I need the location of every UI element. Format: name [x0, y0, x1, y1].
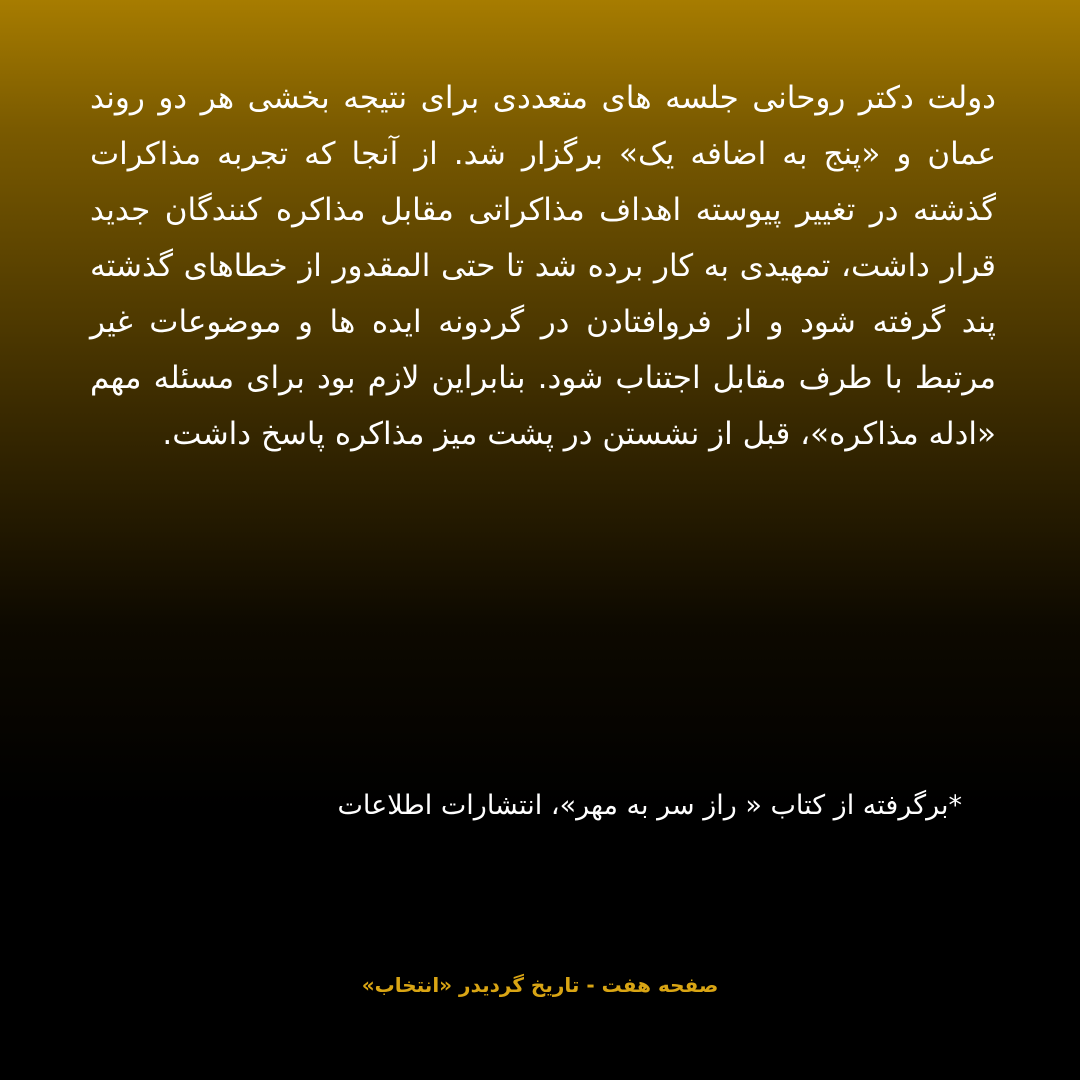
page-footer: صفحه هفت - تاریخ گردیدر «انتخاب» [361, 973, 719, 997]
source-note: *برگرفته از کتاب « راز سر به مهر»، انتشارات اطلاعات [337, 790, 962, 821]
body-paragraph: دولت دکتر روحانی جلسه های متعددی برای نتیجه بخشی هر دو روند عمان و «پنج به اضافه یک» برگزار شد. از آنجا که تجربه مذاکرات گذشته در تغییر پیوسته اهداف مذاکراتی مقابل مذاکره کنندگان جدید قرار داشت، تمهیدی به کار برده شد تا حتی المقدور از خطاهای گذشته پند گرفته شود و از فروافتادن در گردونه ایده ها و موضوعات غیر مرتبط با طرف مقابل اجتناب شود. بنابراین لازم بود برای مسئله مهم «ادله مذاکره»، قبل از نشستن در پشت میز مذاکره پاسخ داشت. [90, 80, 996, 452]
